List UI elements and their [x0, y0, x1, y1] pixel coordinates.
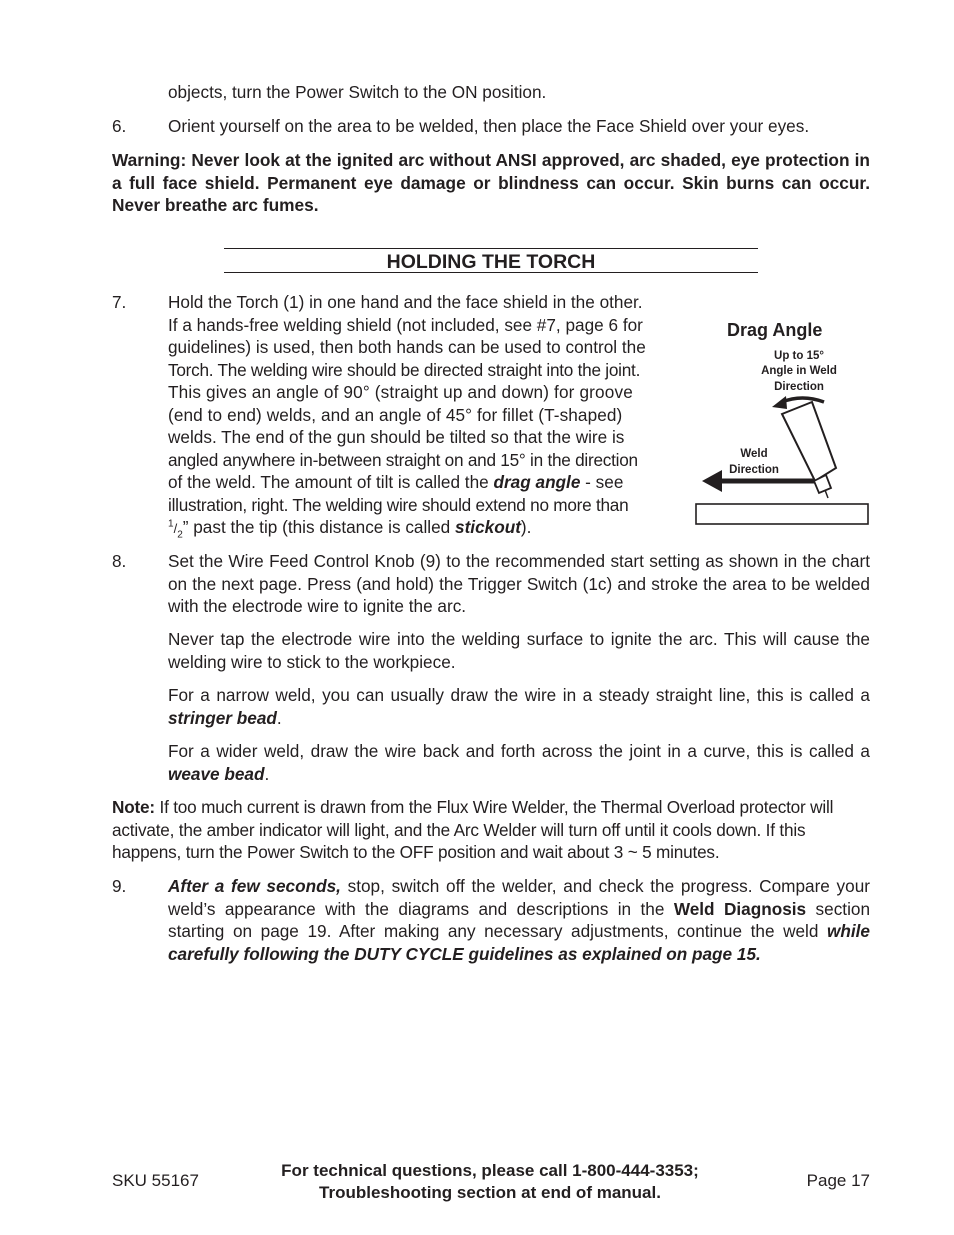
weave-text: For a wider weld, draw the wire back and forth across the joint in a curve, this is called a: [168, 741, 870, 761]
step-7-line-2: If a hands-free welding shield (not included, see #7, page 6 for: [168, 314, 643, 335]
section-heading: HOLDING THE TORCH: [386, 251, 596, 273]
weave-end: .: [264, 763, 270, 784]
angle-label-line-1: Up to 15°: [774, 350, 824, 362]
torch-body: [782, 402, 836, 481]
step-7-line-11: $^1/_2$” past the tip (this distance is called stickout).: [168, 517, 532, 541]
step-7-line-3: guidelines) is used, then both hands can be used to control the: [168, 337, 646, 357]
figure-title: Drag Angle: [727, 320, 823, 340]
footer-center: [230, 1160, 750, 1203]
step-7-line-7: welds. The end of the gun should be tilted so that the wire is: [168, 427, 625, 447]
step-7-line-10: illustration, right. The welding wire should extend no more than: [168, 494, 629, 515]
angle-label-line-3: Direction: [774, 381, 824, 393]
footer-center-line-1: For technical questions, please call 1-800-444-3353;: [281, 1161, 699, 1180]
step-7-line-9: [168, 471, 678, 494]
step-6-number: 6.: [112, 116, 127, 136]
step-8-number: 8.: [112, 551, 127, 571]
torch-wire: [825, 490, 828, 498]
note-label: Note:: [112, 797, 155, 817]
step-9-number: 9.: [112, 876, 127, 896]
step-7-line-4: Torch. The welding wire should be directed straight into the joint.: [168, 359, 641, 380]
stringer-end: .: [276, 707, 282, 728]
angle-arrowhead-icon: [772, 396, 787, 409]
footer-page-number: Page 17: [806, 1171, 870, 1190]
weld-diagnosis-term: Weld Diagnosis: [673, 898, 807, 919]
workpiece: [696, 504, 868, 524]
stringer-text: For a narrow weld, you can usually draw the wire in a steady straight line, this is called a: [168, 685, 870, 705]
heading-rule-bottom: [224, 272, 758, 273]
step-9-lead: After a few seconds,: [168, 876, 341, 896]
step-8-paragraph-4: [168, 740, 870, 785]
stickout-term: stickout: [455, 517, 521, 537]
step-7-line-11-before: ” past the tip (this distance is called: [182, 517, 456, 537]
continuation-text: objects, turn the Power Switch to the ON position.: [168, 82, 547, 102]
step-7-line-1: Hold the Torch (1) in one hand and the face shield in the other.: [168, 292, 643, 312]
fraction-denominator: 2: [177, 529, 183, 541]
warning-text: Warning: Never look at the ignited arc without ANSI approved, arc shaded, eye protection in a full face shield. Permanent eye damage or blindness can occur. Skin burns can occur. Never breathe arc fumes.: [112, 150, 870, 215]
step-8-paragraph-2: Never tap the electrode wire into the welding surface to ignite the arc. This will cause the welding wire to stick to the workpiece.: [168, 629, 870, 672]
heading-rule-top: [224, 248, 758, 249]
step-7-line-8: angled anywhere in-between straight on and 15° in the direction: [168, 449, 638, 470]
angle-label-line-2: Angle in Weld: [761, 365, 837, 377]
step-7-number: 7.: [112, 292, 127, 312]
stringer-bead-term: stringer bead: [168, 707, 277, 728]
step-6-text: Orient yourself on the area to be welded, then place the Face Shield over your eyes.: [168, 116, 810, 136]
duty-cycle-guidance: while carefully following the DUTY CYCLE guidelines as explained on page 15.: [168, 921, 870, 964]
angle-arc: [782, 398, 824, 402]
footer-sku: SKU 55167: [112, 1171, 199, 1190]
weld-label-line-2: Direction: [729, 464, 779, 476]
step-9-text: [168, 875, 870, 965]
fraction-numerator: 1: [168, 518, 174, 530]
step-7-line-6: (end to end) welds, and an angle of 45° for fillet (T-shaped): [168, 404, 623, 425]
drag-angle-term: drag angle: [493, 472, 581, 492]
weld-label-line-1: Weld: [740, 448, 768, 460]
step-8-paragraph-3: [168, 684, 870, 729]
step-9-text-2: section starting on page 19. After making any necessary adjustments, continue the weld: [168, 898, 871, 941]
footer-center-line-2: Troubleshooting section at end of manual.: [319, 1182, 661, 1202]
drag-angle-figure: [690, 310, 872, 528]
step-7-body: [168, 291, 678, 541]
note-paragraph: [112, 796, 874, 864]
step-9-text-1: stop, switch off the welder, and check the progress. Compare your weld’s appearance with the diagrams and descriptions in the: [168, 876, 870, 919]
step-7-line-11-after: ).: [520, 517, 532, 537]
note-text: If too much current is drawn from the Flux Wire Welder, the Thermal Overload protector will activate, the amber indicator will light, and the Arc Welder will turn off until it cools down. If this happens, turn the Power Switch to the OFF position and wait about 3 ~ 5 minutes.: [112, 797, 834, 862]
step-8-text: Set the Wire Feed Control Knob (9) to the recommended start setting as shown in the chart on the next page. Press (and hold) the Trigger Switch (1c) and stroke the area to be welded with the electrode wire to ignite the arc.: [168, 551, 870, 616]
weave-bead-term: weave bead: [168, 763, 265, 784]
weld-direction-arrowhead-icon: [702, 470, 722, 492]
step-7-line-5: This gives an angle of 90° (straight up and down) for groove: [168, 382, 633, 402]
step-7-line-9-before: of the weld. The amount of tilt is called the: [168, 472, 494, 492]
step-7-line-9-after: - see: [580, 472, 624, 492]
